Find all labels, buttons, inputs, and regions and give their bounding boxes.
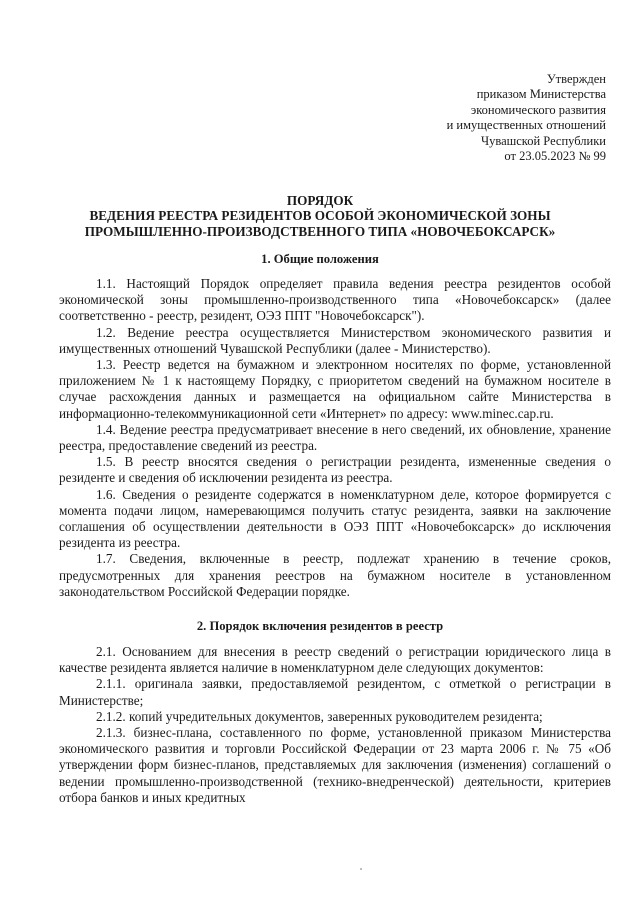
section-body-inclusion — [59, 644, 611, 806]
approval-line: приказом Министерства — [476, 87, 606, 102]
approval-line: Чувашской Республики — [480, 133, 606, 148]
title-line: ПРОМЫШЛЕННО-ПРОИЗВОДСТВЕННОГО ТИПА «НОВОЧЕБОКСАРСК» — [84, 223, 556, 239]
paragraph: 2.1.1. оригинала заявки, предоставляемой резидентом, с отметкой о регистрации в Министерстве; — [59, 676, 611, 708]
paragraph: 1.5. В реестр вносятся сведения о регистрации резидента, измененные сведения о резиденте и сведения об исключении резидента из реестра. — [59, 454, 611, 486]
approval-line: экономического развития — [470, 102, 606, 117]
document-title — [0, 193, 640, 239]
approval-stamp — [447, 72, 606, 164]
title-line: ВЕДЕНИЯ РЕЕСТРА РЕЗИДЕНТОВ ОСОБОЙ ЭКОНОМИЧЕСКОЙ ЗОНЫ — [89, 208, 551, 224]
section-body-general — [59, 276, 611, 600]
paragraph: 2.1. Основанием для внесения в реестр сведений о регистрации юридического лица в качестве резидента является наличие в номенклатурном деле следующих документов: — [59, 644, 611, 676]
scan-speck — [360, 868, 362, 870]
paragraph: 1.3. Реестр ведется на бумажном и электронном носителях по форме, установленной приложением № 1 к настоящему Порядку, с приоритетом сведений на бумажном носителе в случае расхождения данных и размещается на официальном сайте Министерства в информационно-телекоммуникационной сети «Интернет» по адресу: www.minec.cap.ru. — [59, 357, 611, 421]
paragraph: 1.7. Сведения, включенные в реестр, подлежат хранению в течение сроков, предусмотренных для хранения реестров на бумажном носителе в установленном законодательством Российской Федерации порядке. — [59, 551, 611, 599]
paragraph: 2.1.2. копий учредительных документов, заверенных руководителем резидента; — [96, 708, 543, 724]
paragraph: 1.4. Ведение реестра предусматривает внесение в него сведений, их обновление, хранение реестра, предоставление сведений из реестра. — [59, 421, 611, 454]
title-line: ПОРЯДОК — [286, 193, 354, 208]
approval-line: Утвержден — [546, 72, 606, 86]
paragraph: 2.1.3. бизнес-плана, составленного по форме, установленной приказом Министерства экономического развития и торговли Российской Федерации от 23 марта 2006 г. № 75 «Об утверждении форм бизнес-планов, представляемых для заключения (изменения) соглашений о ведении промышленно-производственной (технико-внедренческой) деятельности, критериев отбора банков и иных кредитных — [59, 725, 611, 805]
paragraph: 1.1. Настоящий Порядок определяет правила ведения реестра резидентов особой экономической зоны промышленно-производственного типа «Новочебоксарск» (далее соответственно - реестр, резидент, ОЭЗ ППТ "Новочебоксарск"). — [59, 276, 611, 324]
section-heading-inclusion: 2. Порядок включения резидентов в реестр — [196, 619, 444, 633]
paragraph: 1.6. Сведения о резиденте содержатся в номенклатурном деле, которое формируется с момента подачи лицом, намеревающимся получить статус резидента, заявки на заключение соглашения об осуществлении деятельности в ОЭЗ ППТ «Новочебоксарск» до исключения резидента из реестра. — [59, 486, 611, 551]
approval-date: от 23.05.2023 № 99 — [504, 149, 606, 164]
approval-line: и имущественных отношений — [446, 118, 606, 133]
paragraph: 1.2. Ведение реестра осуществляется Министерством экономического развития и имущественных отношений Чувашской Республики (далее - Министерство). — [59, 324, 611, 356]
section-heading-general: 1. Общие положения — [261, 252, 379, 266]
